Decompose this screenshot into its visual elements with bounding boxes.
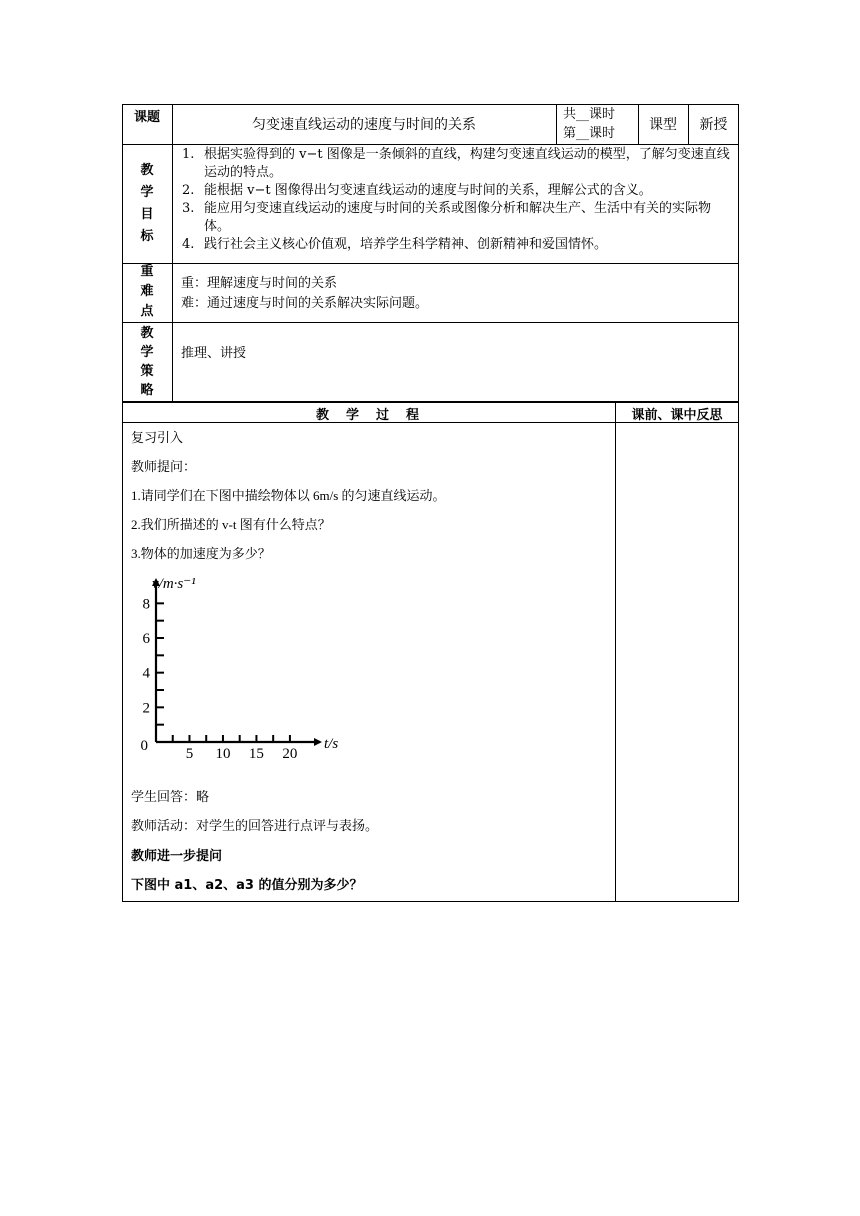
origin-label: 0	[140, 738, 148, 754]
strategy-label: 教 学 策 略	[140, 326, 154, 398]
objective-item: 3. 能应用匀变速直线运动的速度与时间的关系或图像分析和解决生产、生活中有关的实际物体。	[182, 201, 712, 234]
difficult-point-text: 难：通过速度与时间的关系解决实际问题。	[181, 296, 429, 311]
process-line: 2.我们所描述的 v-t 图有什么特点？	[131, 517, 331, 532]
type-label: 课型	[649, 117, 677, 133]
vt-graph	[130, 572, 360, 767]
x-tick-label: 15	[248, 746, 264, 762]
process-line: 教师活动：对学生的回答进行点评与表扬。	[131, 818, 379, 833]
process-line: 3.物体的加速度为多少？	[131, 546, 271, 561]
objectives-list	[174, 146, 736, 254]
process-line: 1.请同学们在下图中描绘物体以 6m/s 的匀速直线运动。	[131, 488, 446, 503]
objective-item: 1. 根据实验得到的 v−t 图像是一条倾斜的直线，构建匀变速直线运动的模型，了解匀变速直线运动的特点。	[182, 147, 730, 180]
process-line-bold: 教师进一步提问	[131, 849, 223, 864]
objectives-label: 教 学 目 标	[140, 163, 154, 244]
y-tick-label: 8	[142, 596, 150, 613]
process-line: 复习引入	[131, 430, 184, 445]
topic-label: 课题	[133, 110, 160, 125]
x-axis-label: t/s	[324, 736, 339, 752]
y-tick-label: 2	[142, 700, 150, 717]
strategy-text: 推理、讲授	[181, 346, 247, 361]
key-points-label: 重 难 点	[140, 264, 154, 319]
x-tick-label: 20	[282, 746, 298, 762]
process-line: 教师提问：	[131, 459, 197, 474]
hours-total: 共__课时	[563, 107, 616, 122]
y-tick-label: 4	[142, 665, 150, 682]
process-line: 学生回答：略	[131, 789, 210, 804]
type-value: 新授	[699, 117, 728, 133]
objective-item: 4. 践行社会主义核心价值观，培养学生科学精神、创新精神和爱国情怀。	[182, 237, 608, 252]
reflection-header: 课前、课中反思	[631, 408, 723, 423]
y-tick-label: 6	[142, 631, 150, 647]
topic-title: 匀变速直线运动的速度与时间的关系	[252, 117, 476, 133]
y-axis-label: v/m·s⁻¹	[152, 576, 196, 592]
x-tick-label: 5	[185, 746, 194, 762]
x-tick-label: 10	[215, 746, 231, 762]
objective-item: 2. 能根据 v−t 图像得出匀变速直线运动的速度与时间的关系，理解公式的含义。	[182, 183, 652, 198]
process-header: 教 学 过 程	[315, 408, 421, 423]
hours-index: 第__课时	[563, 126, 616, 141]
key-point-text: 重：理解速度与时间的关系	[181, 276, 338, 291]
process-line-bold: 下图中 a1、a2、a3 的值分别为多少？	[131, 878, 363, 893]
